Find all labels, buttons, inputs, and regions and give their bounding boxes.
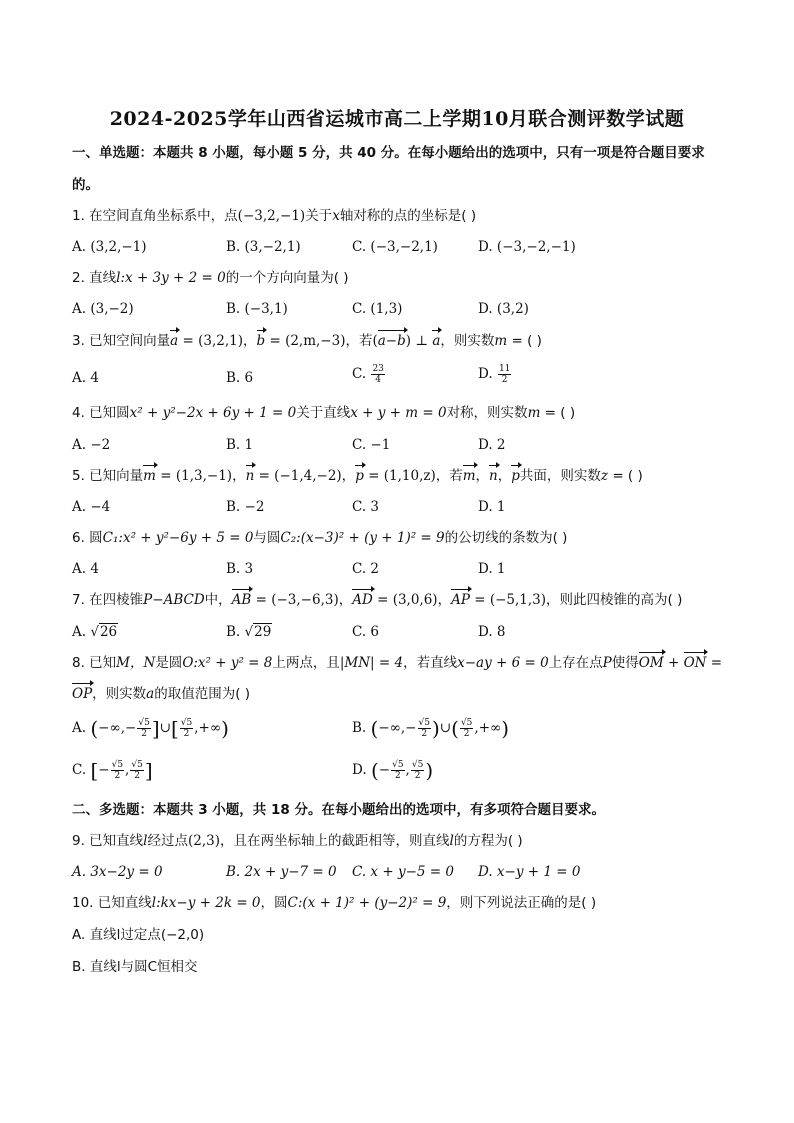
question-5-option-d: D. 1 bbox=[478, 499, 506, 515]
question-8-option-b: B. (−∞,− $\frac{√5}{2}$ )∪( $\frac{√5}{2}$ ,+∞) bbox=[352, 716, 510, 741]
question-7-option-c: C. 6 bbox=[352, 624, 380, 640]
question-4-stem: 4. 已知圆x² + y²−2x + 6y + 1 = 0关于直线x + y + m = 0对称，则实数m = ( ) bbox=[72, 405, 576, 421]
question-5-option-a: A. −4 bbox=[72, 499, 111, 515]
question-1-option-c: C. (−3,−2,1) bbox=[352, 239, 438, 255]
fraction: $\frac{11}{2}$ bbox=[498, 364, 511, 385]
question-9-option-d: D. x−y + 1 = 0 bbox=[478, 864, 581, 880]
question-8-option-a: A. (−∞,− $\frac{√5}{2}$ ]∪[ $\frac{√5}{2}$ ,+∞) bbox=[72, 716, 229, 741]
question-7-option-d: D. 8 bbox=[478, 624, 506, 640]
question-3-option-a: A. 4 bbox=[72, 370, 99, 386]
fraction: $\frac{√5}{2}$ bbox=[392, 760, 404, 781]
fraction: $\frac{√5}{2}$ bbox=[411, 760, 424, 781]
fraction: $\frac{√5}{2}$ bbox=[460, 718, 473, 739]
question-2-option-c: C. (1,3) bbox=[352, 301, 403, 317]
section-2-heading: 二、多选题：本题共 3 小题，共 18 分。在每小题给出的选项中，有多项符合题目要求。 bbox=[72, 802, 605, 818]
question-9-option-b: B. 2x + y−7 = 0 bbox=[226, 864, 337, 880]
question-6-option-c: C. 2 bbox=[352, 561, 380, 577]
section-1-heading: 一、单选题：本题共 8 小题，每小题 5 分，共 40 分。在每小题给出的选项中，只有一项是符合题目要求 bbox=[72, 145, 705, 161]
page-title: 2024-2025学年山西省运城市高二上学期10月联合测评数学试题 bbox=[109, 108, 685, 130]
question-5-option-b: B. −2 bbox=[226, 499, 265, 515]
fraction: $\frac{√5}{2}$ bbox=[111, 760, 124, 781]
fraction: $\frac{√5}{2}$ bbox=[131, 760, 143, 781]
question-6-option-a: A. 4 bbox=[72, 561, 99, 577]
question-5-option-c: C. 3 bbox=[352, 499, 380, 515]
question-8-option-d: D. (− $\frac{√5}{2}$ , $\frac{√5}{2}$ ) bbox=[352, 758, 434, 783]
question-2-option-b: B. (−3,1) bbox=[226, 301, 288, 317]
question-8-stem: 8. 已知M，N是圆O:x² + y² = 8上两点，且|MN| = 4，若直线x−ay + 6 = 0上存在点P使得OM + ON = bbox=[72, 655, 723, 671]
question-10-option-a: A. 直线l过定点(−2,0) bbox=[72, 927, 205, 943]
question-7-stem: 7. 在四棱锥P−ABCD中，AB = (−3,−6,3)，AD = (3,0,6)，AP = (−5,1,3)，则此四棱锥的高为( ) bbox=[72, 592, 683, 608]
fraction: $\frac{√5}{2}$ bbox=[138, 718, 150, 739]
question-5-stem: 5. 已知向量m = (1,3,−1)，n = (−1,4,−2)，p = (1,10,z)，若m，n，p共面，则实数z = ( ) bbox=[72, 468, 643, 484]
question-3-option-d: D. $\frac{11}{2}$ bbox=[478, 364, 511, 385]
question-4-option-d: D. 2 bbox=[478, 437, 506, 453]
question-10-option-b: B. 直线l与圆C恒相交 bbox=[72, 959, 198, 975]
fraction: $\frac{√5}{2}$ bbox=[418, 718, 430, 739]
question-2-stem: 2. 直线l:x + 3y + 2 = 0的一个方向向量为( ) bbox=[72, 270, 349, 286]
section-1-heading-cont: 的。 bbox=[72, 177, 99, 193]
question-2-option-a: A. (3,−2) bbox=[72, 301, 134, 317]
question-6-stem: 6. 圆C₁:x² + y²−6y + 5 = 0与圆C₂:(x−3)² + (y + 1)² = 9的公切线的条数为( ) bbox=[72, 530, 568, 546]
question-1-option-a: A. (3,2,−1) bbox=[72, 239, 147, 255]
sqrt-symbol: √29 bbox=[244, 624, 272, 640]
question-1-option-b: B. (3,−2,1) bbox=[226, 239, 301, 255]
question-7-option-a: A. √26 bbox=[72, 624, 118, 640]
question-6-option-d: D. 1 bbox=[478, 561, 506, 577]
question-6-option-b: B. 3 bbox=[226, 561, 254, 577]
question-1-option-d: D. (−3,−2,−1) bbox=[478, 239, 576, 255]
question-9-option-a: A. 3x−2y = 0 bbox=[72, 864, 163, 880]
question-10-stem: 10. 已知直线l:kx−y + 2k = 0，圆C:(x + 1)² + (y−2)² = 9，则下列说法正确的是( ) bbox=[72, 895, 597, 911]
question-4-option-b: B. 1 bbox=[226, 437, 254, 453]
question-9-option-c: C. x + y−5 = 0 bbox=[352, 864, 454, 880]
question-4-option-a: A. −2 bbox=[72, 437, 111, 453]
question-8-stem-cont: OP，则实数a的取值范围为( ) bbox=[72, 686, 251, 702]
question-3-option-c: C. $\frac{23}{4}$ bbox=[352, 364, 384, 385]
fraction: $\frac{23}{4}$ bbox=[372, 364, 384, 385]
question-8-option-c: C. [− $\frac{√5}{2}$ , $\frac{√5}{2}$ ] bbox=[72, 758, 153, 783]
question-7-option-b: B. √29 bbox=[226, 624, 272, 640]
fraction: $\frac{√5}{2}$ bbox=[180, 718, 193, 739]
question-9-stem: 9. 已知直线l经过点(2,3)，且在两坐标轴上的截距相等，则直线l的方程为( ) bbox=[72, 833, 523, 849]
question-3-option-b: B. 6 bbox=[226, 370, 254, 386]
sqrt-symbol: √26 bbox=[90, 624, 118, 640]
question-1-stem: 1. 在空间直角坐标系中，点(−3,2,−1)关于x轴对称的点的坐标是( ) bbox=[72, 208, 477, 224]
question-3-stem: 3. 已知空间向量a = (3,2,1)，b = (2,m,−3)，若(a−b) ⊥ a，则实数m = ( ) bbox=[72, 333, 542, 349]
question-4-option-c: C. −1 bbox=[352, 437, 391, 453]
question-2-option-d: D. (3,2) bbox=[478, 301, 529, 317]
